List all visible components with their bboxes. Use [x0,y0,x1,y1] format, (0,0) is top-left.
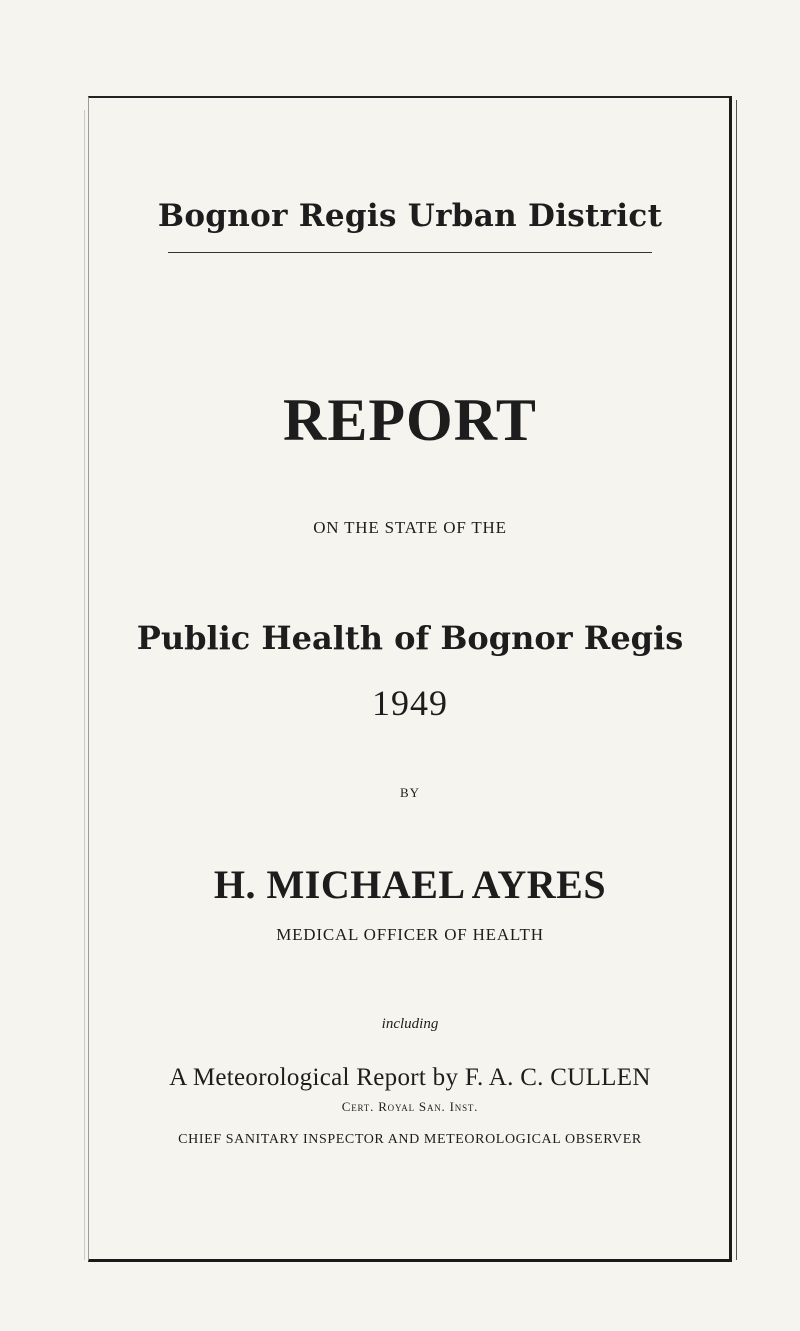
report-title: REPORT [283,387,537,453]
by-line: BY [399,785,421,800]
credentials-line: Cert. Royal San. Inst. [341,1099,479,1114]
frame-edge-left [84,110,85,1260]
meteorological-report-line: A Meteorological Report by F. A. C. CULLEN [169,1064,651,1091]
author-name: H. MICHAEL AYRES [213,862,607,907]
heading-rule [168,252,652,253]
subject-title: Public Health of Bognor Regis [136,619,684,657]
author-role: MEDICAL OFFICER OF HEALTH [276,925,544,944]
district-heading: Bognor Regis Urban District [157,198,663,234]
report-year: 1949 [372,683,448,723]
observer-role-line: CHIEF SANITARY INSPECTOR AND METEOROLOGICAL OBSERVER [178,1132,642,1147]
frame-edge-right [736,100,737,1260]
including-line: including [381,1016,439,1032]
on-state-line: ON THE STATE OF THE [313,518,507,537]
